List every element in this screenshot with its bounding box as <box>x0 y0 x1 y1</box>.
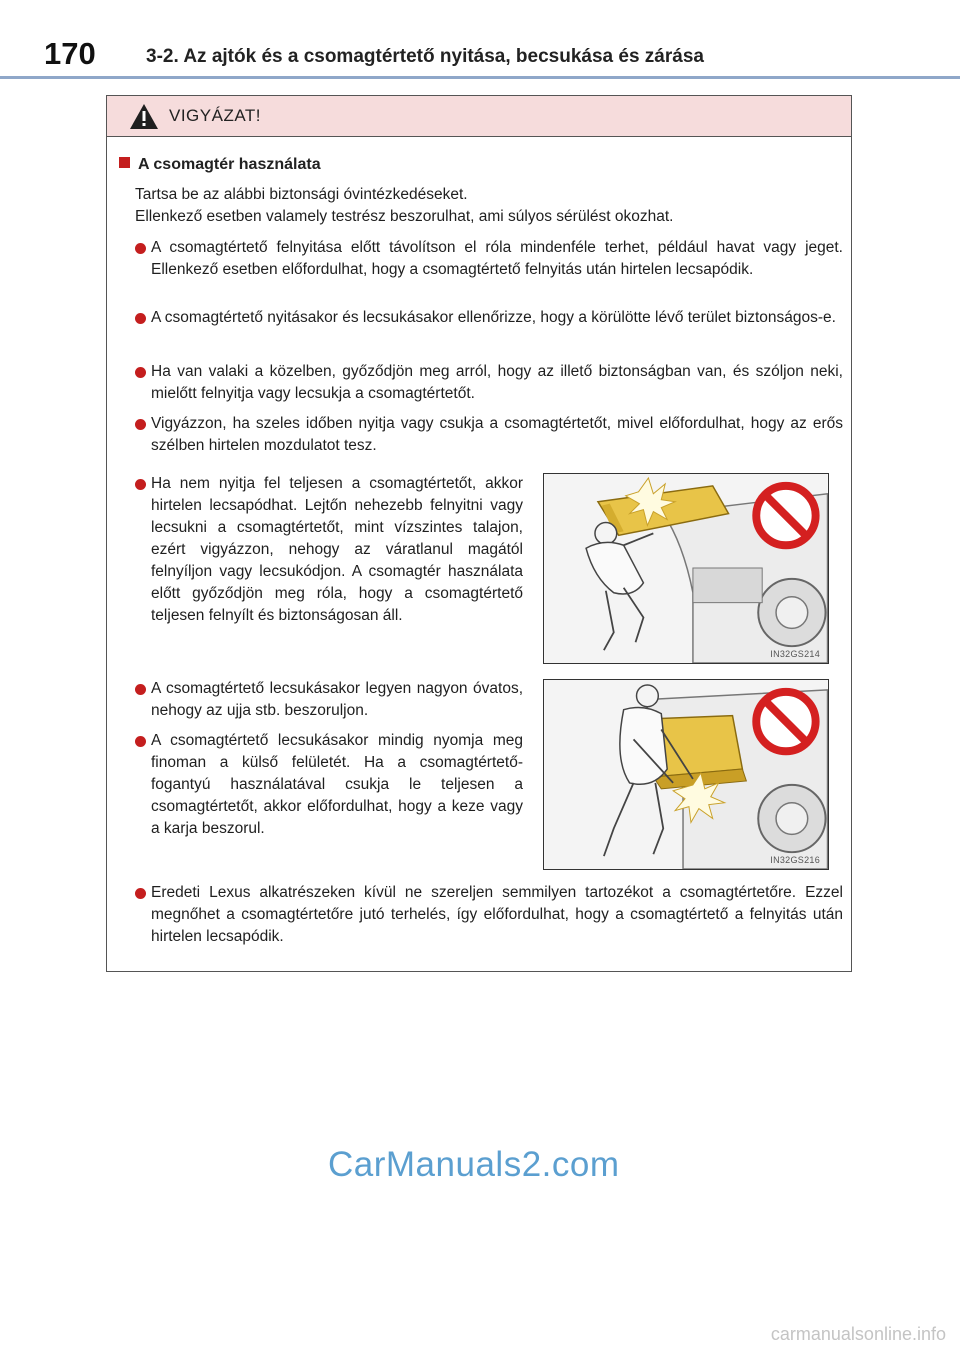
trunk-open-illustration <box>543 473 829 664</box>
section-heading-text: A csomagtér használata <box>138 156 321 173</box>
red-bullet-icon <box>135 419 146 430</box>
figure-code: IN32GS216 <box>770 855 820 865</box>
bullet-text: Ha nem nyitja fel teljesen a csomagtértetőt, akkor hirtelen lecsapódhat. Lejtőn nehezebb felnyitni vagy lecsukni a csomagtértetőt, mint vízszintes talajon, ezért vigyázzon, nehogy az váratlanul magától felnyíljon vagy lecsukódjon. A csomagtér használata előtt győződjön meg róla, hogy a csomagtértető teljesen felnyílt és biztonságosan áll. <box>151 475 523 624</box>
bullet-text: Eredeti Lexus alkatrészeken kívül ne szereljen semmilyen tartozékot a csomagtértetőre. Ezzel megnőhet a csomagtértetőre jutó terhelés, így előfordulhat, hogy a csomagtértető a felnyitás után hirtelen lecsapódik. <box>151 884 843 945</box>
page-number: 170 <box>44 36 96 71</box>
page-header <box>0 0 960 80</box>
bullet-item <box>135 413 843 457</box>
bullet-item <box>135 307 843 329</box>
footer-watermark: carmanualsonline.info <box>770 1324 946 1344</box>
bullet-text: Vigyázzon, ha szeles időben nyitja vagy csukja a csomagtértetőt, mivel előfordulhat, hogy az erős szélben hirtelen mozdulatot tesz. <box>151 415 843 454</box>
trunk-close-drawing <box>544 680 828 869</box>
intro-line-1: Tartsa be az alábbi biztonsági óvintézkedéseket. <box>135 186 468 203</box>
bullet-item <box>135 237 843 281</box>
trunk-open-drawing <box>544 474 828 663</box>
section-heading <box>119 156 321 174</box>
bullet-text: A csomagtértető nyitásakor és lecsukásakor ellenőrizze, hogy a körülötte lévő terület biztonságos-e. <box>151 309 836 326</box>
caution-header <box>107 96 851 137</box>
red-bullet-icon <box>135 243 146 254</box>
bullet-text: A csomagtértető felnyitása előtt távolítson el róla mindenféle terhet, például havat vagy jeget. Ellenkező esetben előfordulhat, hogy a csomagtértető felnyitás után hirtelen lecsapódik. <box>151 239 843 278</box>
caution-box <box>106 95 852 972</box>
red-bullet-icon <box>135 367 146 378</box>
bullet-item <box>135 678 523 722</box>
bullet-item <box>135 473 523 627</box>
site-watermark: CarManuals2.com <box>328 1145 620 1184</box>
bullet-item <box>135 730 523 840</box>
red-bullet-icon <box>135 479 146 490</box>
bullet-item <box>135 882 843 948</box>
bullet-item <box>135 361 843 405</box>
trunk-close-illustration <box>543 679 829 870</box>
red-bullet-icon <box>135 736 146 747</box>
red-bullet-icon <box>135 888 146 899</box>
red-bullet-icon <box>135 313 146 324</box>
figure-code: IN32GS214 <box>770 649 820 659</box>
warning-triangle-icon <box>129 103 159 130</box>
header-rule <box>0 76 960 79</box>
bullet-text: A csomagtértető lecsukásakor legyen nagyon óvatos, nehogy az ujja stb. beszoruljon. <box>151 680 523 719</box>
caution-title: VIGYÁZAT! <box>169 106 262 125</box>
bullet-text: A csomagtértető lecsukásakor mindig nyomja meg finoman a külső felületét. Ha a csomagtértető-fogantyú használatával csukja le teljesen a csomagtértetőt, akkor előfordulhat, hogy a keze vagy a karja beszorul. <box>151 732 523 837</box>
red-bullet-icon <box>135 684 146 695</box>
intro-line-2: Ellenkező esetben valamely testrész beszorulhat, ami súlyos sérülést okozhat. <box>135 208 674 225</box>
bullet-text: Ha van valaki a közelben, győződjön meg arról, hogy az illető biztonságban van, és szóljon neki, mielőtt felnyitja vagy lecsukja a csomagtértetőt. <box>151 363 843 402</box>
chapter-title: 3-2. Az ajtók és a csomagtértető nyitása, becsukása és zárása <box>146 46 704 67</box>
red-square-icon <box>119 157 130 168</box>
intro-text <box>135 184 835 228</box>
